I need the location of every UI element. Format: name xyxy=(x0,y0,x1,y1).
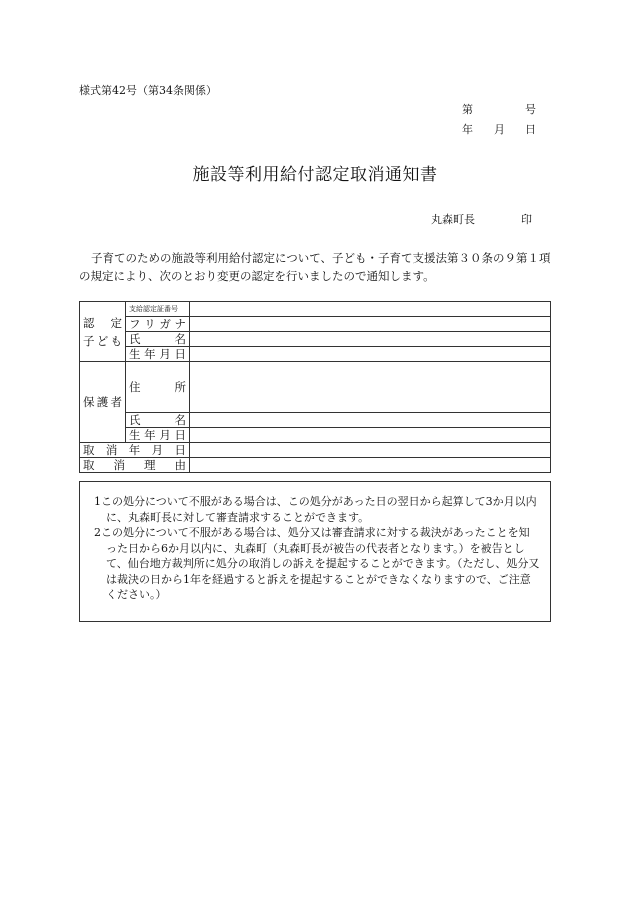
cancel-reason-label: 取 消 理 由 xyxy=(80,458,190,473)
child-birthdate-value xyxy=(190,347,551,362)
address-value xyxy=(190,362,551,413)
guardian-birthdate-value xyxy=(190,428,551,443)
table-row xyxy=(80,428,551,443)
date-year-label: 年 xyxy=(462,123,473,136)
table-row xyxy=(80,458,551,473)
cancel-reason-value xyxy=(190,458,551,473)
date-month-label: 月 xyxy=(494,123,505,136)
seal-mark: 印 xyxy=(521,213,532,226)
table-row xyxy=(80,413,551,428)
table-row xyxy=(80,362,551,413)
info-table xyxy=(79,301,551,473)
child-name-value xyxy=(190,332,551,347)
child-group-label-line1: 認 定 xyxy=(83,315,122,330)
notice-box xyxy=(79,481,551,622)
table-row xyxy=(80,443,551,458)
cancel-date-value xyxy=(190,443,551,458)
child-group-label-line2: 子 ど も xyxy=(83,333,122,348)
cert-number-value xyxy=(190,302,551,317)
furigana-value xyxy=(190,317,551,332)
guardian-birthdate-label: 生 年 月 日 xyxy=(126,428,190,443)
cancel-date-label: 取 消 年 月 日 xyxy=(80,443,190,458)
table-row xyxy=(80,347,551,362)
date-day-label: 日 xyxy=(525,123,536,136)
form-code: 様式第42号（第34条関係） xyxy=(79,84,217,97)
document-title: 施設等利用給付認定取消通知書 xyxy=(192,165,438,185)
notice-item-1: 1この処分について不服がある場合は、この処分があった日の翌日から起算して3か月以内に、丸森町長に対して審査請求することができます。 xyxy=(94,495,537,524)
cert-number-label: 支給認定証番号 xyxy=(126,302,190,317)
guardian-name-value xyxy=(190,413,551,428)
child-name-label: 氏 名 xyxy=(126,332,190,347)
notice-item-2: 2この処分について不服がある場合は、処分又は審査請求に対する裁決があったことを知った日から6か月以内に、丸森町（丸森町長が被告の代表者となります。）を被告として、仙台地方裁判所に処分の取消しの訴えを提起することができます。（ただし、処分又は裁決の日から1年を経過すると訴えを提起することができなくなりますので、ご注意ください。） xyxy=(94,526,540,601)
body-paragraph: 子育てのための施設等利用給付認定について、子ども・子育て支援法第３０条の９第１項の規定により、次のとおり変更の認定を行いましたので通知します。 xyxy=(79,251,551,283)
guardian-group-label: 保 護 者 xyxy=(80,362,126,443)
issuer-name: 丸森町長 xyxy=(431,213,475,226)
furigana-label: フ リ ガ ナ xyxy=(126,317,190,332)
document-number-suffix: 号 xyxy=(525,103,536,116)
table-row xyxy=(80,332,551,347)
child-birthdate-label: 生 年 月 日 xyxy=(126,347,190,362)
guardian-name-label: 氏 名 xyxy=(126,413,190,428)
document-number-label: 第 xyxy=(462,103,473,116)
address-label: 住 所 xyxy=(126,362,190,413)
child-group-label xyxy=(80,302,126,362)
notice-list xyxy=(94,494,540,603)
table-row xyxy=(80,302,551,317)
table-row xyxy=(80,317,551,332)
